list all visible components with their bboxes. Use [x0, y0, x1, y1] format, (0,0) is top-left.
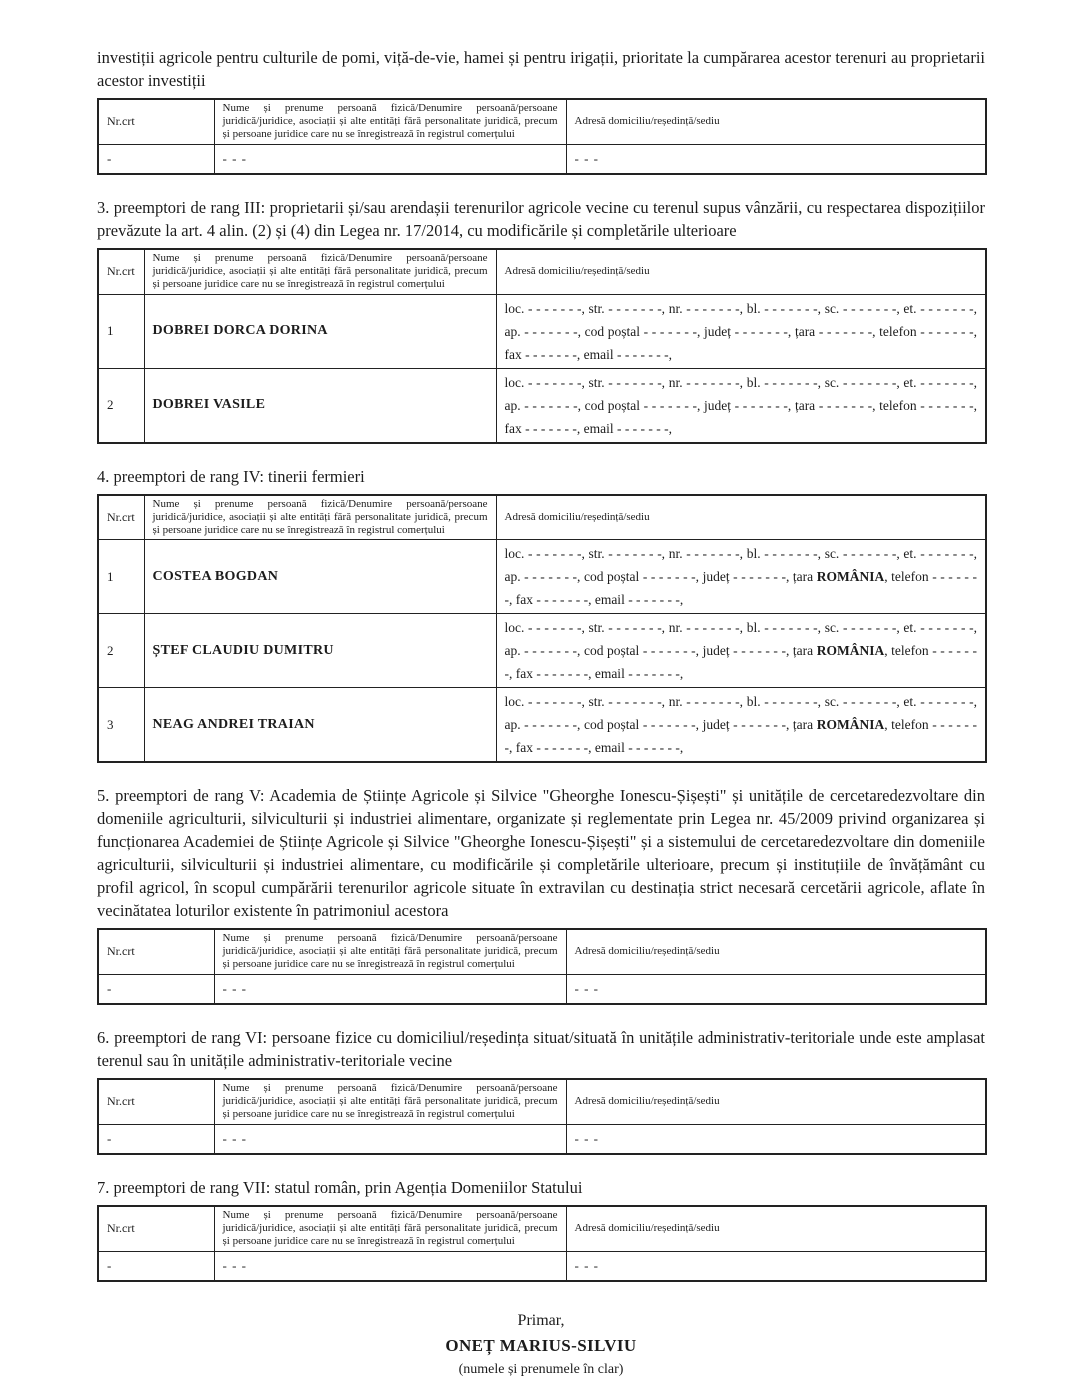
address-text: , telefon - - - - - - -, fax - - - - - - -, email - - - - - - -, [504, 717, 977, 755]
section-rank4-title: 4. preemptori de rang IV: tinerii fermieri [97, 466, 365, 486]
table-row-person [98, 688, 986, 763]
col-header-name: Nume și prenume persoană fizică/Denumire persoană/persoane juridică/juridice, asociații și alte entități fără personalitate juridică, precum și persoane juridice care nu se înregistrează în registrul comerțului [214, 1206, 566, 1251]
cell-nr: - [98, 1124, 214, 1154]
cell-nr: 2 [98, 614, 144, 688]
col-header-address: Adresă domiciliu/reședință/sediu [566, 1079, 986, 1124]
cell-nr: 3 [98, 688, 144, 763]
cell-name: - - - [214, 974, 566, 1004]
table-row-empty [98, 1124, 986, 1154]
col-header-nr: Nr.crt [98, 495, 144, 540]
col-header-nr: Nr.crt [98, 99, 214, 144]
cell-address: - - - [566, 144, 986, 174]
cell-name: NEAG ANDREI TRAIAN [144, 688, 496, 763]
rank5-preemptors-table [97, 928, 987, 1005]
col-header-address: Adresă domiciliu/reședință/sediu [566, 99, 986, 144]
section-rank6-title: 6. preemptori de rang VI: persoane fizice cu domiciliul/reședința situat/situată în unitățile administrativ-teritoriale unde este amplasat terenul sau în unitățile administrativ-teritoriale vecine [97, 1028, 985, 1070]
cell-nr: 1 [98, 294, 144, 368]
table-row-person [98, 540, 986, 614]
signature-block [97, 1312, 985, 1378]
cell-name: - - - [214, 1251, 566, 1281]
rank4-preemptors-table [97, 494, 987, 764]
col-header-address: Adresă domiciliu/reședință/sediu [566, 1206, 986, 1251]
col-header-address: Adresă domiciliu/reședință/sediu [496, 495, 986, 540]
signature-note: (numele și prenumele în clar) [458, 1362, 624, 1377]
signature-name: ONEȚ MARIUS-SILVIU [445, 1336, 637, 1355]
table-row-empty [98, 974, 986, 1004]
cell-nr: 2 [98, 368, 144, 443]
table-row-empty [98, 144, 986, 174]
table-row-person [98, 368, 986, 443]
table-header-row [98, 929, 986, 974]
signature-role: Primar, [517, 1312, 565, 1329]
cell-nr: - [98, 1251, 214, 1281]
rank6-preemptors-table [97, 1078, 987, 1155]
cell-name: DOBREI DORCA DORINA [144, 294, 496, 368]
cell-address: loc. - - - - - - -, str. - - - - - - -, nr. - - - - - - -, bl. - - - - - - -, sc. - - - - - - -, et. - - - - - - -, ap. - - - - - - -, cod poștal - - - - - - -, județ - - - - - - -, țara - - - - - - -, telefon - - - - - - -, fax - - - - - - -, email - - - - - - -, [496, 294, 986, 368]
address-text: , telefon - - - - - - -, fax - - - - - - -, email - - - - - - -, [504, 643, 977, 681]
col-header-name: Nume și prenume persoană fizică/Denumire persoană/persoane juridică/juridice, asociații și alte entități fără personalitate juridică, precum și persoane juridice care nu se înregistrează în registrul comerțului [144, 495, 496, 540]
table-row-person [98, 294, 986, 368]
table-header-row [98, 1079, 986, 1124]
intro-preemptors-table [97, 98, 987, 175]
col-header-address: Adresă domiciliu/reședință/sediu [496, 249, 986, 294]
section-rank7-title: 7. preemptori de rang VII: statul român, prin Agenția Domeniilor Statului [97, 1178, 583, 1197]
table-header-row [98, 1206, 986, 1251]
cell-name: - - - [214, 144, 566, 174]
col-header-nr: Nr.crt [98, 929, 214, 974]
cell-address: - - - [566, 974, 986, 1004]
col-header-address: Adresă domiciliu/reședință/sediu [566, 929, 986, 974]
address-country: ROMÂNIA [816, 643, 885, 658]
table-header-row [98, 99, 986, 144]
col-header-name: Nume și prenume persoană fizică/Denumire persoană/persoane juridică/juridice, asociații și alte entități fără personalitate juridică, precum și persoane juridice care nu se înregistrează în registrul comerțului [214, 99, 566, 144]
address-country: ROMÂNIA [816, 569, 885, 584]
section-rank5-title: 5. preemptori de rang V: Academia de Științe Agricole și Silvice "Gheorghe Ionescu-Șișești" și unitățile de cercetaredezvoltare din domeniile agriculturii, silviculturii și industriei alimentare, organizate și reglementate prin Legea nr. 45/2009 privind organizarea și funcționarea Academiei de Științe Agricole și Silvice "Gheorghe Ionescu-Șișești" și a sistemului de cercetaredezvoltare din domeniile agriculturii, silviculturii și industriei alimentare, cu modificările și completările ulterioare, precum și instituțiile de învățământ cu profil agricol, în scopul cumpărării terenurilor agricole situate în extravilan cu destinația strict necesară cercetării agricole, aflate în vecinătatea loturilor existente în patrimoniul acestora [97, 786, 985, 920]
address-text: , telefon - - - - - - -, fax - - - - - - -, email - - - - - - -, [504, 569, 977, 607]
table-header-row [98, 249, 986, 294]
rank7-preemptors-table [97, 1205, 987, 1282]
col-header-nr: Nr.crt [98, 1079, 214, 1124]
cell-address [496, 614, 986, 688]
cell-address [496, 540, 986, 614]
cell-address: - - - [566, 1251, 986, 1281]
rank3-preemptors-table [97, 248, 987, 444]
cell-name: COSTEA BOGDAN [144, 540, 496, 614]
address-text: loc. - - - - - - -, str. - - - - - - -, nr. - - - - - - -, bl. - - - - - - -, sc. - - - - - - -, et. - - - - - - -, ap. - - - - - - -, cod poștal - - - - - - -, județ - - - - - - -, țara [504, 694, 977, 732]
address-country: ROMÂNIA [816, 717, 885, 732]
table-header-row [98, 495, 986, 540]
col-header-name: Nume și prenume persoană fizică/Denumire persoană/persoane juridică/juridice, asociații și alte entități fără personalitate juridică, precum și persoane juridice care nu se înregistrează în registrul comerțului [214, 1079, 566, 1124]
cell-nr: - [98, 144, 214, 174]
cell-address: - - - [566, 1124, 986, 1154]
col-header-nr: Nr.crt [98, 1206, 214, 1251]
col-header-name: Nume și prenume persoană fizică/Denumire persoană/persoane juridică/juridice, asociații și alte entități fără personalitate juridică, precum și persoane juridice care nu se înregistrează în registrul comerțului [144, 249, 496, 294]
table-row-empty [98, 1251, 986, 1281]
cell-name: - - - [214, 1124, 566, 1154]
cell-address [496, 688, 986, 763]
cell-nr: 1 [98, 540, 144, 614]
intro-text: investiții agricole pentru culturile de pomi, viță-de-vie, hamei și pentru irigații, prioritate la cumpărarea acestor terenuri au proprietarii acestor investiții [97, 48, 985, 90]
cell-nr: - [98, 974, 214, 1004]
address-text: loc. - - - - - - -, str. - - - - - - -, nr. - - - - - - -, bl. - - - - - - -, sc. - - - - - - -, et. - - - - - - -, ap. - - - - - - -, cod poștal - - - - - - -, județ - - - - - - -, țara [504, 546, 977, 584]
cell-name: ȘTEF CLAUDIU DUMITRU [144, 614, 496, 688]
cell-address: loc. - - - - - - -, str. - - - - - - -, nr. - - - - - - -, bl. - - - - - - -, sc. - - - - - - -, et. - - - - - - -, ap. - - - - - - -, cod poștal - - - - - - -, județ - - - - - - -, țara - - - - - - -, telefon - - - - - - -, fax - - - - - - -, email - - - - - - -, [496, 368, 986, 443]
cell-name: DOBREI VASILE [144, 368, 496, 443]
col-header-nr: Nr.crt [98, 249, 144, 294]
address-text: loc. - - - - - - -, str. - - - - - - -, nr. - - - - - - -, bl. - - - - - - -, sc. - - - - - - -, et. - - - - - - -, ap. - - - - - - -, cod poștal - - - - - - -, județ - - - - - - -, țara [504, 620, 977, 658]
col-header-name: Nume și prenume persoană fizică/Denumire persoană/persoane juridică/juridice, asociații și alte entități fără personalitate juridică, precum și persoane juridice care nu se înregistrează în registrul comerțului [214, 929, 566, 974]
section-rank3-title: 3. preemptori de rang III: proprietarii și/sau arendașii terenurilor agricole vecine cu terenul supus vânzării, cu respectarea dispozițiilor prevăzute la art. 4 alin. (2) și (4) din Legea nr. 17/2014, cu modificările și completările ulterioare [97, 198, 985, 240]
table-row-person [98, 614, 986, 688]
